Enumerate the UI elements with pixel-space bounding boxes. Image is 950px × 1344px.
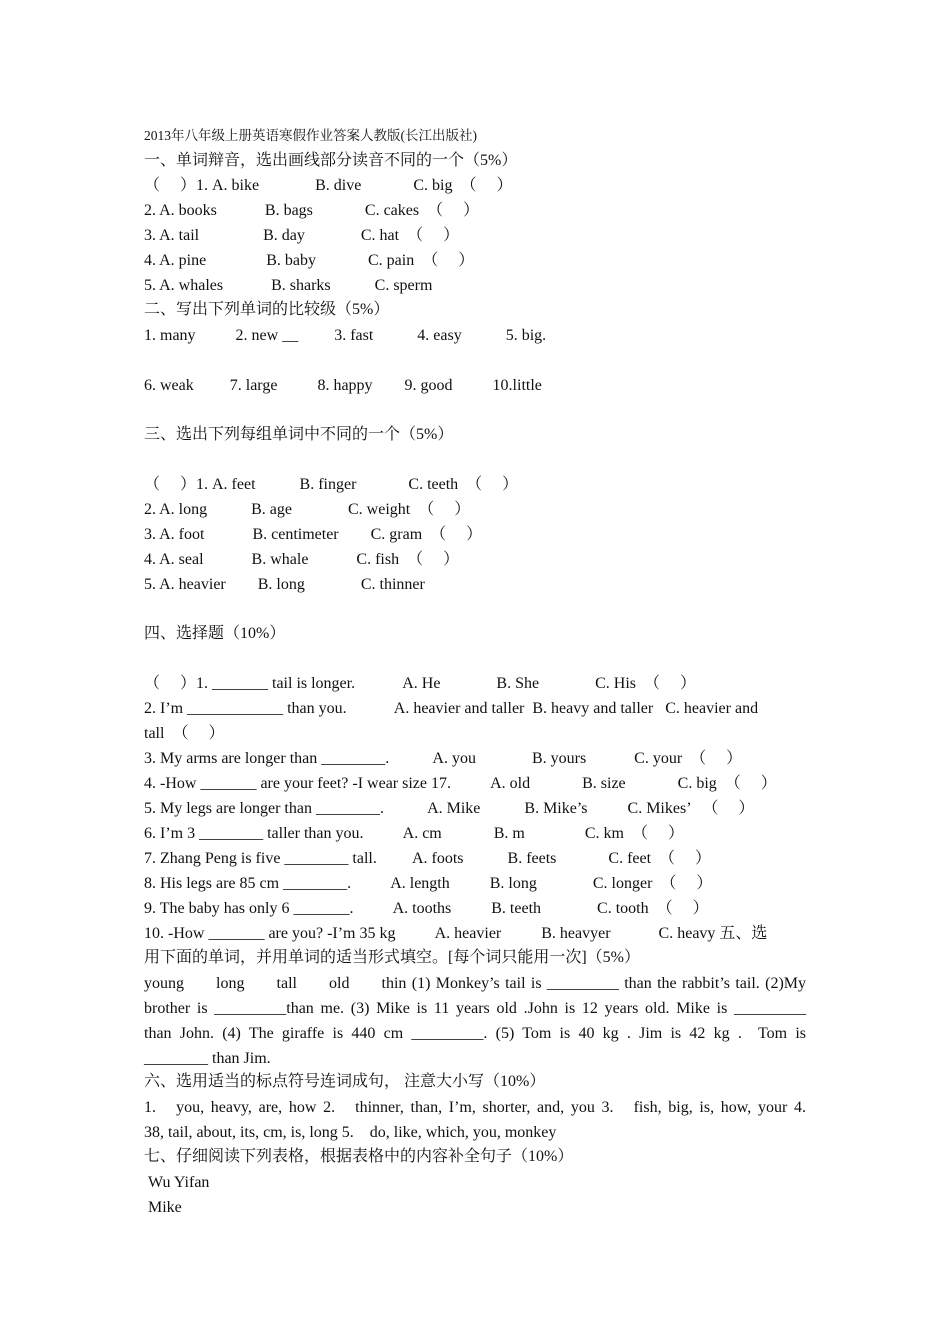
paragraph-line: 38, tail, about, its, cm, is, long 5. do, like, which, you, monkey <box>144 1124 557 1141</box>
table-row-label: Mike <box>148 1199 182 1216</box>
question-line: tall （ ） <box>144 725 225 742</box>
document-title: 2013年八年级上册英语寒假作业答案人教版(长江出版社) <box>144 128 477 143</box>
question-line: 4. A. seal B. whale C. fish （ ） <box>144 551 460 568</box>
question-line: 3. A. tail B. day C. hat （ ） <box>144 227 460 244</box>
question-line: 5. A. whales B. sharks C. sperm <box>144 277 433 294</box>
section-5-heading: 用下面的单词，并用单词的适当形式填空。[每个词只能用一次]（5%） <box>144 949 640 966</box>
paragraph-line: 1. you, heavy, are, how 2. thinner, than, I’m, shorter, and, you 3. fish, big, is, how, your 4. <box>144 1099 806 1116</box>
question-line: 9. The baby has only 6 _______. A. tooths B. teeth C. tooth （ ） <box>144 900 709 917</box>
question-line: 7. Zhang Peng is five ________ tall. A. foots B. feets C. feet （ ） <box>144 850 712 867</box>
question-line: 8. His legs are 85 cm ________. A. length B. long C. longer （ ） <box>144 875 713 892</box>
paragraph-line: brother is _________than me. (3) Mike is 11 years old .John is 12 years old. Mike is _________ <box>144 1000 806 1017</box>
question-line: 10. -How _______ are you? -I’m 35 kg A. heavier B. heavyer C. heavy 五、选 <box>144 925 768 942</box>
question-line: 1. many 2. new __ 3. fast 4. easy 5. big. <box>144 327 547 344</box>
question-line: 3. A. foot B. centimeter C. gram （ ） <box>144 526 483 543</box>
question-line: 4. -How _______ are your feet? -I wear size 17. A. old B. size C. big （ ） <box>144 775 777 792</box>
section-1-heading: 一、单词辩音，选出画线部分读音不同的一个（5%） <box>144 152 518 169</box>
question-line: 3. My arms are longer than ________. A. you B. yours C. your （ ） <box>144 750 743 767</box>
question-line: 2. A. long B. age C. weight （ ） <box>144 501 471 518</box>
section-4-heading: 四、选择题（10%） <box>144 625 286 642</box>
section-3-heading: 三、选出下列每组单词中不同的一个（5%） <box>144 426 454 443</box>
paragraph-line: ________ than Jim. <box>144 1050 271 1067</box>
table-row-label: Wu Yifan <box>148 1174 210 1191</box>
question-line: （ ）1. A. feet B. finger C. teeth （ ） <box>144 476 519 493</box>
question-line: （ ）1. _______ tail is longer. A. He B. She C. His （ ） <box>144 675 697 692</box>
section-2-heading: 二、写出下列单词的比较级（5%） <box>144 301 390 318</box>
question-line: 6. weak 7. large 8. happy 9. good 10.little <box>144 377 542 394</box>
paragraph-line: young long tall old thin (1) Monkey’s tail is _________ than the rabbit’s tail. (2)My <box>144 975 806 992</box>
question-line: 2. I’m ____________ than you. A. heavier and taller B. heavy and taller C. heavier and <box>144 700 759 717</box>
question-line: 4. A. pine B. baby C. pain （ ） <box>144 252 475 269</box>
question-line: 5. My legs are longer than ________. A. Mike B. Mike’s C. Mikes’ （ ） <box>144 800 755 817</box>
section-7-heading: 七、仔细阅读下列表格，根据表格中的内容补全句子（10%） <box>144 1148 574 1165</box>
section-6-heading: 六、选用适当的标点符号连词成句， 注意大小写（10%） <box>144 1073 546 1090</box>
question-line: 6. I’m 3 ________ taller than you. A. cm B. m C. km （ ） <box>144 825 684 842</box>
paragraph-line: than John. (4) The giraffe is 440 cm _________. (5) Tom is 40 kg . Jim is 42 kg . Tom is <box>144 1025 806 1042</box>
question-line: 2. A. books B. bags C. cakes （ ） <box>144 202 480 219</box>
question-line: （ ）1. A. bike B. dive C. big （ ） <box>144 177 513 194</box>
question-line: 5. A. heavier B. long C. thinner <box>144 576 425 593</box>
